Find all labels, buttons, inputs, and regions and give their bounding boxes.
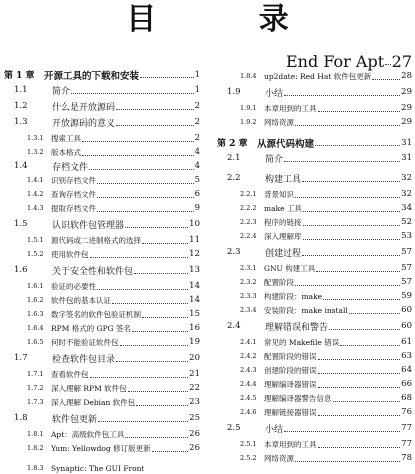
toc-entry-page: 29 (401, 117, 412, 127)
toc-entry-title: 认识软件包管理器 (52, 220, 125, 231)
toc-entry-page: 26 (189, 443, 200, 453)
toc-entry-title: 关于安全性和软件包 (52, 266, 134, 277)
toc-entry-title: 网络资源 (264, 117, 294, 127)
toc-entry-page: 77 (401, 423, 412, 433)
toc-entry-number: 2.3.1 (240, 264, 257, 272)
toc-entry-number: 1.6.1 (27, 282, 44, 290)
toc-entry-page: 26 (189, 429, 200, 439)
toc-entry-sub (4, 396, 200, 408)
toc-entry-title: 开放源码的意义 (52, 118, 116, 129)
toc-entry-title: 小结 (265, 88, 284, 99)
toc-entry-sub (217, 438, 412, 450)
dot-leader (125, 227, 188, 228)
toc-entry-sub (217, 406, 412, 418)
toc-entry-number: 1.7.1 (27, 370, 44, 378)
toc-entry-sub (4, 336, 200, 348)
toc-entry-title: End For Apt (286, 51, 385, 71)
dot-leader (295, 197, 400, 198)
toc-entry-page: 53 (401, 231, 412, 241)
toc-entry-number: 1.5.2 (27, 250, 44, 258)
dot-leader (116, 361, 188, 362)
toc-entry-title: 程序的链接 (264, 217, 302, 227)
toc-entry-sub (4, 248, 200, 260)
toc-entry-sec (217, 172, 412, 184)
toc-entry-title: make 工具 (264, 203, 302, 213)
toc-entry-title: 检查软件包目录 (52, 354, 116, 365)
toc-entry-number: 1.4 (14, 161, 28, 171)
toc-entry-number: 1.8.1 (27, 430, 44, 438)
toc-entry-title: 软件包更新 (52, 414, 98, 425)
dot-leader (142, 243, 188, 244)
toc-entry-page: 29 (401, 103, 412, 113)
toc-entry-page: 9 (194, 203, 200, 213)
toc-entry-page: 19 (189, 337, 200, 347)
toc-entry-title: 深入理解 RPM 软件包 (51, 383, 127, 393)
dot-leader (82, 155, 194, 156)
toc-entry-title: 查询存档文件 (51, 189, 96, 199)
toc-entry-page: 63 (401, 351, 412, 361)
toc-entry-title: 从源代码构建 (257, 138, 315, 150)
toc-entry-sub (217, 304, 412, 316)
toc-entry-sec (4, 160, 200, 172)
toc-entry-sub (4, 322, 200, 334)
toc-entry-page: 61 (401, 337, 412, 347)
toc-entry-page: 31 (401, 153, 412, 163)
toc-entry-title: 本章用到的工具 (264, 439, 317, 449)
toc-entry-title: 提取存档文件 (51, 203, 96, 213)
toc-entry-sec (4, 100, 200, 112)
toc-entry-number: 2.2 (227, 173, 241, 183)
toc-entry-page: 59 (401, 291, 412, 301)
dot-leader (349, 313, 400, 314)
toc-entry-page: 2 (194, 117, 200, 127)
toc-entry-number: 第 2 章 (217, 139, 248, 149)
toc-entry-page: 32 (401, 189, 412, 199)
dot-leader (112, 303, 188, 304)
toc-entry-sub (4, 428, 200, 440)
toc-entry-number: 1.1 (14, 85, 28, 95)
toc-entry-number: 2.3 (227, 247, 241, 257)
toc-entry-title: 识别存档文件 (51, 175, 96, 185)
toc-entry-title: 理解链接器错误 (264, 407, 317, 417)
toc-entry-page: 57 (401, 263, 412, 273)
toc-entry-number: 2.3.3 (240, 292, 257, 300)
toc-entry-sec (4, 264, 200, 276)
toc-entry-page: 27 (391, 51, 412, 71)
toc-entry-sec (4, 116, 200, 128)
toc-entry-cont (217, 51, 412, 71)
toc-entry-title: 配置阶段的错误 (264, 351, 317, 361)
toc-entry-page: 10 (189, 219, 200, 229)
dot-leader (97, 289, 188, 290)
toc-entry-sub (217, 290, 412, 302)
toc-entry-title: 存档文件 (52, 162, 89, 173)
dot-leader (97, 211, 194, 212)
toc-entry-title: GNU 构建工具 (264, 263, 316, 273)
toc-entry-number: 2.2.2 (240, 204, 257, 212)
toc-entry-page: 4 (194, 161, 200, 171)
toc-entry-number: 1.6.5 (27, 338, 44, 346)
toc-entry-title: Yum: Yellowdog 修订版更新 (51, 443, 151, 453)
toc-entry-number: 2.2.4 (240, 232, 257, 240)
toc-entry-title: 网络资源 (264, 453, 294, 463)
toc-entry-page: 5 (194, 175, 200, 185)
dot-leader (315, 145, 400, 146)
toc-entry-page: 57 (401, 247, 412, 257)
dot-leader (116, 109, 194, 110)
toc-entry-title: RPM 格式的 GPG 签名 (51, 323, 132, 333)
toc-entry-sec (4, 84, 200, 96)
toc-entry-sub (4, 234, 200, 246)
toc-entry-title: 背景知识 (264, 189, 294, 199)
toc-entry-title: up2date: Red Hat 软件包更新 (264, 71, 372, 81)
toc-entry-page: 21 (189, 369, 200, 379)
dot-leader (125, 437, 188, 438)
toc-entry-sec (217, 422, 412, 434)
dot-leader (142, 317, 188, 318)
toc-entry-sub (217, 262, 412, 274)
toc-entry-sub (4, 382, 200, 394)
toc-entry-title: 开源工具的下载和安装 (44, 70, 140, 82)
toc-entry-page: 32 (401, 173, 412, 183)
dot-leader (128, 391, 189, 392)
toc-entry-title: 验证的必要性 (51, 281, 96, 291)
toc-entry-sub (4, 202, 200, 214)
toc-entry-number: 1.7.2 (27, 384, 44, 392)
toc-entry-page: 29 (401, 87, 412, 97)
dot-leader (303, 211, 400, 212)
toc-entry-sub (217, 350, 412, 362)
toc-entry-sub (4, 462, 200, 474)
dot-leader (134, 273, 188, 274)
dot-leader (303, 225, 401, 226)
dot-leader (90, 257, 189, 258)
toc-entry-sub (217, 230, 412, 242)
toc-entry-title: 构建工具 (265, 174, 302, 185)
toc-entry-title: 安装阶段：make install (264, 305, 348, 315)
toc-entry-sub (4, 308, 200, 320)
toc-entry-number: 2.5.1 (240, 440, 257, 448)
toc-entry-page: 14 (189, 295, 200, 305)
toc-entry-number: 2.3.2 (240, 278, 257, 286)
toc-entry-number: 1.6.3 (27, 310, 44, 318)
toc-entry-sub (217, 276, 412, 288)
toc-entry-sub (217, 70, 412, 82)
toc-entry-number: 1.3 (14, 117, 28, 127)
dot-leader (152, 451, 189, 452)
toc-entry-title: 查看软件包 (51, 369, 89, 379)
toc-entry-number: 1.9 (227, 87, 241, 97)
toc-entry-sub (217, 392, 412, 404)
dot-leader (284, 431, 400, 432)
toc-entry-page: 77 (401, 439, 412, 449)
toc-entry-ch (217, 136, 412, 149)
toc-entry-number: 2.4.1 (240, 338, 257, 346)
toc-entry-number: 1.2 (14, 101, 28, 111)
toc-entry-title: 什么是开放源码 (52, 102, 116, 113)
toc-entry-title: 软件包的基本认证 (51, 295, 111, 305)
dot-leader (284, 161, 400, 162)
toc-entry-sec (217, 246, 412, 258)
toc-entry-number: 2.1 (227, 153, 241, 163)
dot-leader (71, 93, 194, 94)
toc-entry-number: 2.2.3 (240, 218, 257, 226)
toc-entry-number: 1.8 (14, 413, 28, 423)
toc-entry-title: 版本格式 (51, 147, 81, 157)
toc-entry-number: 2.4 (227, 321, 241, 331)
toc-entry-title: 深入理解库 (264, 231, 302, 241)
toc-entry-sub (4, 174, 200, 186)
toc-entry-title: 创建过程 (265, 248, 302, 259)
toc-entry-number: 2.2.1 (240, 190, 257, 198)
toc-entry-page: 11 (189, 235, 200, 245)
toc-entry-sub (217, 364, 412, 376)
toc-entry-page: 76 (401, 407, 412, 417)
toc-entry-title: 理解编译器警告信息 (264, 393, 332, 403)
dot-leader (90, 377, 189, 378)
dot-leader (333, 401, 401, 402)
dot-leader (318, 359, 401, 360)
toc-entry-title: 何时不能验证软件包 (51, 337, 119, 347)
toc-entry-number: 1.9.1 (240, 104, 257, 112)
dot-leader (89, 169, 194, 170)
toc-entry-number: 1.6 (14, 265, 28, 275)
toc-entry-title: 构建阶段：make (264, 291, 323, 301)
toc-entry-number: 1.4.1 (27, 176, 44, 184)
toc-entry-number: 1.3.2 (27, 148, 44, 156)
toc-entry-page: 20 (189, 353, 200, 363)
dot-leader (318, 415, 401, 416)
dot-leader (284, 95, 400, 96)
dot-leader (340, 345, 400, 346)
toc-entry-page: 12 (189, 249, 200, 259)
toc-entry-number: 2.4.4 (240, 380, 257, 388)
toc-entry-title: 深入理解 Debian 软件包 (51, 397, 136, 407)
toc-entry-page: 25 (189, 413, 200, 423)
dot-leader (318, 387, 401, 388)
toc-entry-page: 64 (401, 365, 412, 375)
toc-entry-number: 1.3.1 (27, 134, 44, 142)
toc-entry-number: 第 1 章 (4, 71, 35, 81)
toc-entry-sec (4, 412, 200, 424)
toc-entry-sub (4, 188, 200, 200)
toc-entry-title: 搜索工具 (51, 133, 81, 143)
toc-entry-sub (217, 202, 412, 214)
toc-entry-title: 本章用到的工具 (264, 103, 317, 113)
toc-entry-page: 57 (401, 277, 412, 287)
toc-entry-title: Synaptic: The GUI Front (51, 463, 145, 473)
toc-entry-number: 2.4.3 (240, 366, 257, 374)
toc-entry-sub (217, 336, 412, 348)
dot-leader (295, 285, 400, 286)
toc-entry-number: 1.4.3 (27, 204, 44, 212)
toc-entry-title: 简介 (52, 86, 71, 97)
toc-entry-title: 简介 (265, 154, 284, 165)
toc-entry-number: 1.5.1 (27, 236, 44, 244)
toc-entry-page: 4 (194, 147, 200, 157)
dot-leader (82, 141, 194, 142)
dot-leader (318, 111, 401, 112)
dot-leader (318, 447, 401, 448)
toc-entry-page: 16 (189, 323, 200, 333)
toc-entry-sub (217, 188, 412, 200)
toc-entry-number: 1.4.2 (27, 190, 44, 198)
toc-entry-sub (4, 132, 200, 144)
dot-leader (98, 421, 188, 422)
toc-entry-number: 1.8.2 (27, 444, 44, 452)
toc-entry-title: 创建阶段的错误 (264, 365, 317, 375)
toc-entry-sec (217, 152, 412, 164)
toc-entry-page: 60 (401, 305, 412, 315)
toc-entry-sec (4, 218, 200, 230)
toc-entry-sec (217, 320, 412, 332)
toc-entry-number: 1.6.4 (27, 324, 44, 332)
toc-entry-page: 66 (401, 379, 412, 389)
toc-entry-title: 配置阶段 (264, 277, 294, 287)
dot-leader (318, 373, 401, 374)
toc-entry-number: 2.3.4 (240, 306, 257, 314)
toc-entry-title: 数字签名的软件包验证机制 (51, 309, 141, 319)
dot-leader (385, 64, 391, 65)
toc-entry-sub (4, 442, 200, 454)
toc-entry-number: 1.6.2 (27, 296, 44, 304)
toc-entry-title: 源代码或二进制格式的选择 (51, 235, 141, 245)
toc-entry-number: 1.7 (14, 353, 28, 363)
toc-entry-ch (4, 68, 200, 81)
toc-entry-page: 13 (189, 265, 200, 275)
toc-entry-title: 理解错误和警告 (265, 322, 329, 333)
dot-leader (116, 125, 194, 126)
toc-entry-sub (217, 378, 412, 390)
toc-entry-page: 34 (401, 203, 412, 213)
toc-entry-sub (4, 294, 200, 306)
toc-entry-page: 2 (194, 101, 200, 111)
toc-entry-sub (4, 280, 200, 292)
toc-entry-page: 52 (401, 217, 412, 227)
toc-entry-page: 15 (189, 309, 200, 319)
toc-entry-page: 2 (194, 133, 200, 143)
toc-entry-number: 2.4.6 (240, 408, 257, 416)
toc-entry-sub (217, 102, 412, 114)
dot-leader (295, 125, 400, 126)
toc-entry-number: 2.5 (227, 423, 241, 433)
dot-leader (132, 331, 188, 332)
toc-entry-page: 1 (194, 69, 200, 80)
toc-entry-sub (4, 368, 200, 380)
toc-entry-page: 78 (401, 453, 412, 463)
dot-leader (323, 299, 400, 300)
toc-entry-page: 60 (401, 321, 412, 331)
toc-entry-page: 6 (194, 189, 200, 199)
toc-entry-title: 常见的 Makefile 错误 (264, 337, 340, 347)
dot-leader (140, 77, 194, 78)
toc-entry-sec (217, 86, 412, 98)
toc-entry-page: 68 (401, 393, 412, 403)
toc-entry-number: 2.5.2 (240, 454, 257, 462)
toc-entry-number: 1.8.3 (27, 464, 44, 472)
dot-leader (303, 239, 401, 240)
toc-entry-title: 使用软件包 (51, 249, 89, 259)
toc-entry-page: 22 (189, 383, 200, 393)
toc-entry-sub (217, 216, 412, 228)
toc-entry-number: 1.5 (14, 219, 28, 229)
dot-leader (97, 183, 194, 184)
toc-entry-title: 理解编译器错误 (264, 379, 317, 389)
toc-entry-number: 2.4.5 (240, 394, 257, 402)
toc-entry-number: 1.7.3 (27, 398, 44, 406)
toc-entry-page: 31 (401, 137, 412, 148)
toc-entry-page: 28 (401, 71, 412, 81)
dot-leader (136, 405, 188, 406)
toc-entry-number: 1.9.2 (240, 118, 257, 126)
page-title: 目 录 (126, 2, 335, 37)
toc-entry-number: 2.4.2 (240, 352, 257, 360)
dot-leader (295, 461, 400, 462)
dot-leader (120, 345, 189, 346)
toc-entry-sub (4, 146, 200, 158)
dot-leader (372, 79, 400, 80)
toc-entry-sec (4, 352, 200, 364)
toc-entry-page: 23 (189, 397, 200, 407)
dot-leader (316, 271, 400, 272)
toc-entry-sub (217, 116, 412, 128)
dot-leader (302, 181, 400, 182)
toc-entry-title: Apt：高级软件包工具 (51, 429, 125, 439)
dot-leader (302, 255, 400, 256)
dot-leader (329, 329, 400, 330)
toc-entry-sub (217, 452, 412, 464)
toc-entry-number: 1.8.4 (240, 72, 257, 80)
toc-entry-page: 14 (189, 281, 200, 291)
toc-entry-title: 小结 (265, 424, 284, 435)
toc-entry-page: 1 (194, 85, 200, 95)
dot-leader (97, 197, 194, 198)
